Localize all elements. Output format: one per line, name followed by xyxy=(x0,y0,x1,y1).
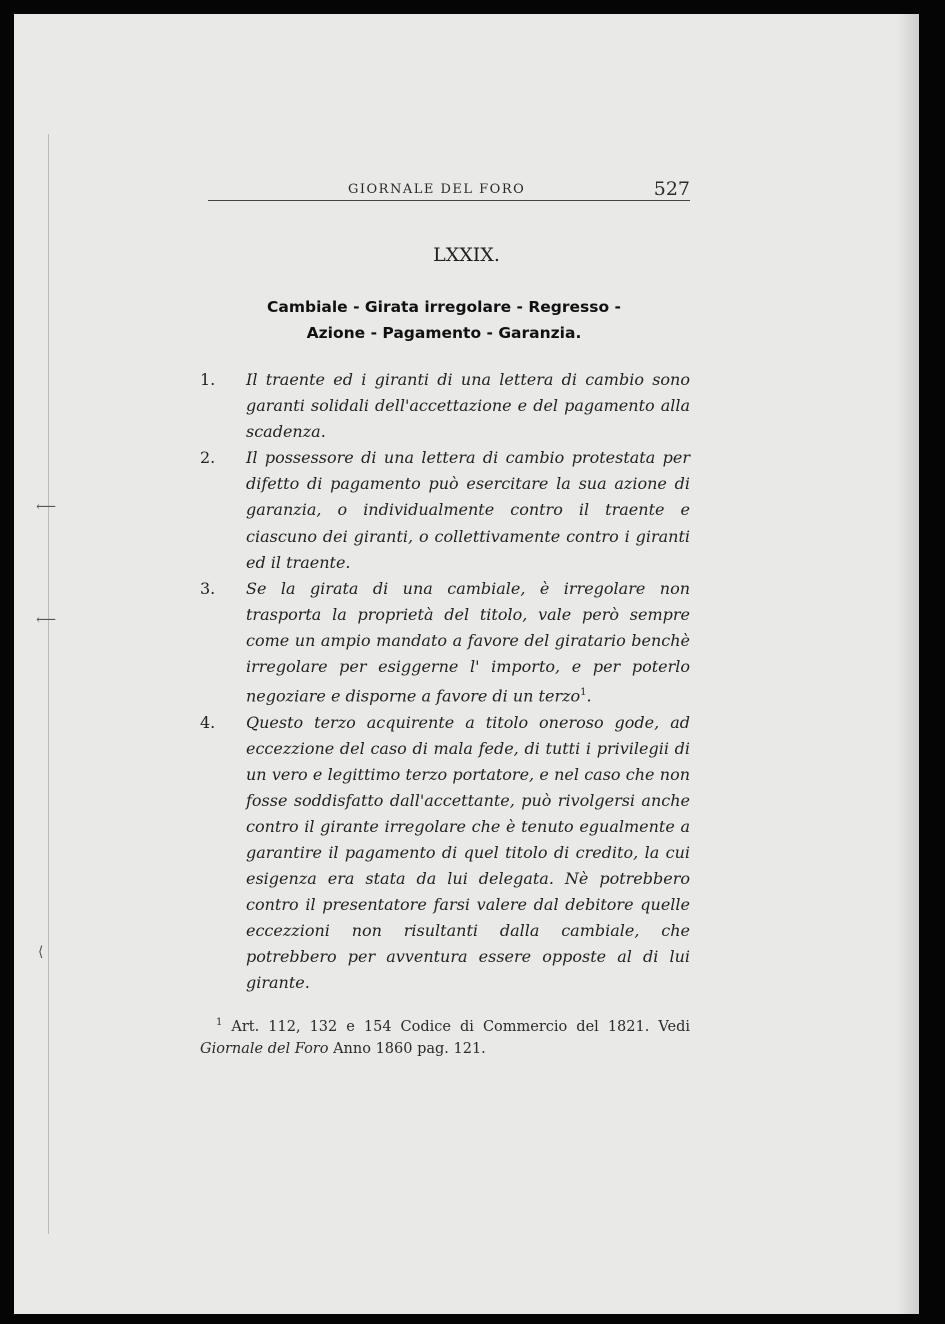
maxim-item xyxy=(200,367,690,445)
footnote-journal: Giornale del Foro xyxy=(200,1040,329,1057)
margin-mark-bracket: ⟨ xyxy=(38,944,44,960)
maxim-text: Questo terzo acquirente a titolo oneroso gode, ad eccezzione del caso di mala fede, di tutti i privilegii di un vero e legittimo terzo portatore, e nel caso che non fosse soddisfatto dall'accettante, può rivolgersi anche contro il girante irregolare che è tenuto egualmente a garantire il pagamento di quel titolo di credito, la cui esigenza era stata da lui delegata. Nè potrebbero contro il presentatore farsi valere dal debitore quelle eccezzioni non risultanti dalla cambiale, che potrebbero per avventura essere opposte al di lui girante. xyxy=(246,712,690,993)
maxim-text: Se la girata di una cambiale, è irregolare non trasporta la proprietà del titolo, vale però sempre come un ampio mandato a favore del giratario benchè irregolare per esiggerne l' importo, e per poterlo negoziare e disporne a favore di un terzo xyxy=(246,578,690,706)
footnote-marker: 1 xyxy=(216,1017,223,1028)
margin-mark-arrow: ⟵ xyxy=(36,612,57,628)
maxim-number: 1. xyxy=(200,370,216,389)
footnote xyxy=(200,1012,690,1060)
maxim-item xyxy=(200,710,690,997)
page-number: 527 xyxy=(653,178,690,200)
scanned-page xyxy=(14,14,919,1314)
maxim-item: 3. Se la girata di una cambiale, è irregolare non trasporta la proprietà del titolo, vale però sempre come un ampio mandato a favore del giratario benchè irregolare per esiggerne l' importo, e per poterlo negoziare e disporne a favore di un terzo$^1$. xyxy=(200,576,690,710)
maxim-number: 2. xyxy=(200,448,216,468)
maxim-item xyxy=(200,445,690,575)
maxim-text: Il possessore di una lettera di cambio protestata per difetto di pagamento può esercitare la sua azione di garanzia, o individualmente contro il traente e ciascuno dei giranti, o collettivamente contro i giranti ed il traente. xyxy=(246,448,690,572)
page-header xyxy=(208,172,690,201)
maxims-list xyxy=(200,367,690,997)
binding-margin-line xyxy=(48,134,49,1234)
footnote-text-a: Art. 112, 132 e 154 Codice di Commercio del 1821. Vedi xyxy=(231,1018,691,1035)
maxim-text: Il traente ed i giranti di una lettera di cambio sono garanti solidali dell'accettazione e del pagamento alla scadenza. xyxy=(246,370,690,442)
page-edge-shadow xyxy=(897,14,919,1314)
case-numeral: LXXIX. xyxy=(433,244,500,266)
footnote-text-b: Anno 1860 pag. 121. xyxy=(333,1040,486,1057)
maxim-number: 3. xyxy=(200,578,216,598)
footnote-reference[interactable]: 1 xyxy=(580,687,587,699)
maxim-number: 4. xyxy=(200,712,216,732)
running-head: GIORNALE DEL FORO xyxy=(348,182,526,197)
case-title xyxy=(194,294,694,346)
case-title-line-2: Azione - Pagamento - Garanzia. xyxy=(306,324,582,342)
case-title-line-1: Cambiale - Girata irregolare - Regresso - xyxy=(267,298,621,316)
margin-mark-arrow: ⟵ xyxy=(36,499,57,515)
